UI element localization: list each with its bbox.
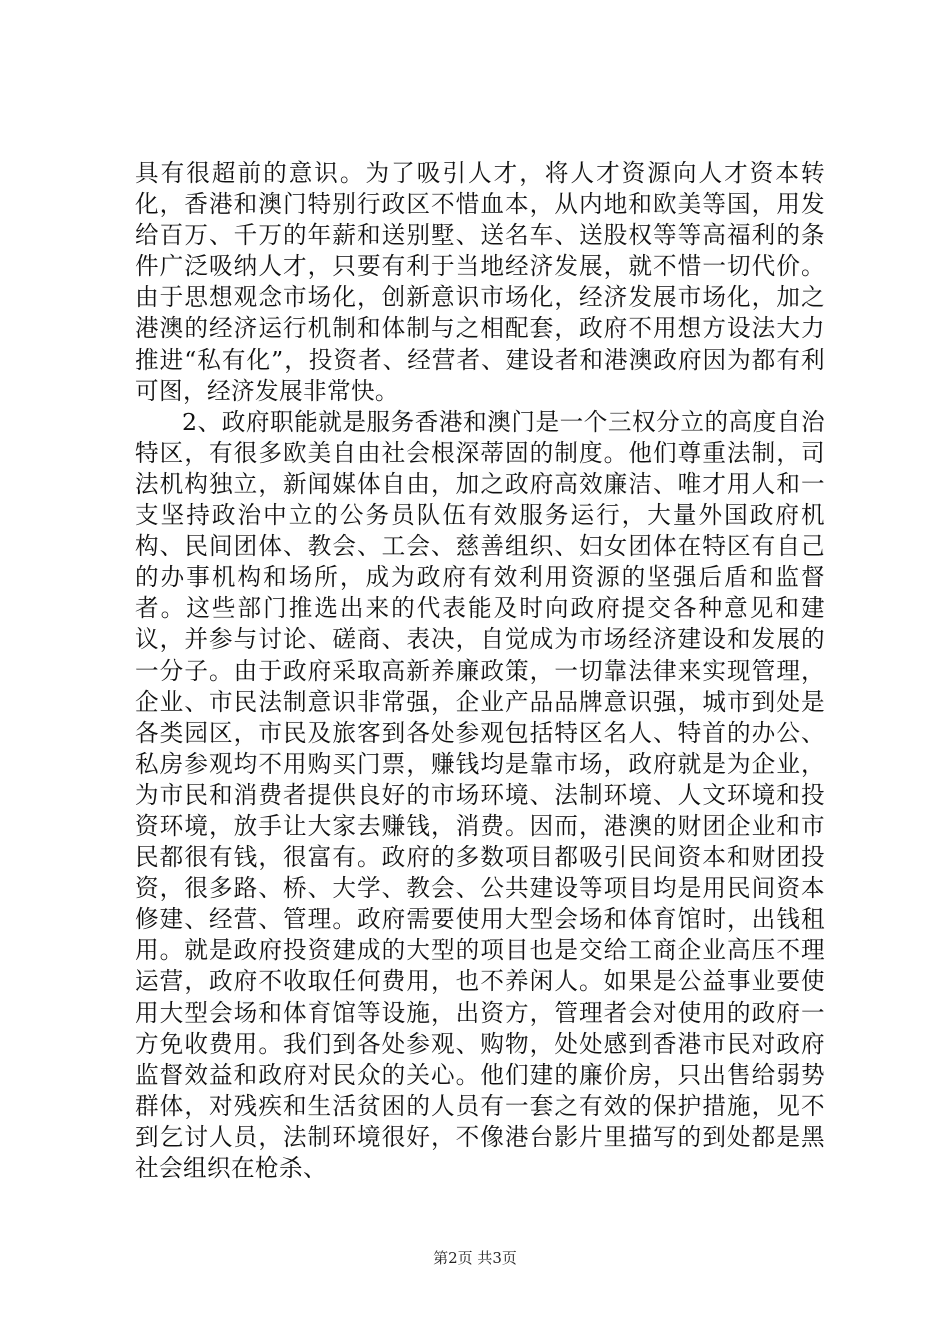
page-number-footer: 第2页 共3页	[433, 1249, 517, 1267]
document-body	[135, 158, 825, 1184]
paragraph-1: 具有很超前的意识。为了吸引人才，将人才资源向人才资本转化，香港和澳门特别行政区不惜血本，从内地和欧美等国，用发给百万、千万的年薪和送别墅、送名车、送股权等等高福利的条件广泛吸纳人才，只要有利于当地经济发展，就不惜一切代价。由于思想观念市场化，创新意识市场化，经济发展市场化，加之港澳的经济运行机制和体制与之相配套，政府不用想方设法大力推进“私有化”，投资者、经营者、建设者和港澳政府因为都有利可图，经济发展非常快。	[135, 159, 825, 405]
paragraph-2: 2、政府职能就是服务香港和澳门是一个三权分立的高度自治特区，有很多欧美自由社会根深蒂固的制度。他们尊重法制，司法机构独立，新闻媒体自由，加之政府高效廉洁、唯才用人和一支坚持政治中立的公务员队伍有效服务运行，大量外国政府机构、民间团体、教会、工会、慈善组织、妇女团体在特区有自己的办事机构和场所，成为政府有效利用资源的坚强后盾和监督者。这些部门推选出来的代表能及时向政府提交各种意见和建议，并参与讨论、磋商、表决，自觉成为市场经济建设和发展的一分子。由于政府采取高新养廉政策，一切靠法律来实现管理，企业、市民法制意识非常强，企业产品品牌意识强，城市到处是各类园区，市民及旅客到各处参观包括特区名人、特首的办公、私房参观均不用购买门票，赚钱均是靠市场，政府就是为企业，为市民和消费者提供良好的市场环境、法制环境、人文环境和投资环境，放手让大家去赚钱，消费。因而，港澳的财团企业和市民都很有钱，很富有。政府的多数项目都吸引民间资本和财团投资，很多路、桥、大学、教会、公共建设等项目均是用民间资本修建、经营、管理。政府需要使用大型会场和体育馆时，出钱租用。就是政府投资建成的大型的项目也是交给工商企业高压不理运营，政府不收取任何费用，也不养闲人。如果是公益事业要使用大型会场和体育馆等设施，出资方，管理者会对使用的政府一方免收费用。我们到各处参观、购物，处处感到香港市民对政府监督效益和政府对民众的关心。他们建的廉价房，只出售给弱势群体，对残疾和生活贫困的人员有一套之有效的保护措施，见不到乞讨人员，法制环境很好，不像港台影片里描写的到处都是黑社会组织在枪杀、	[135, 407, 825, 1182]
